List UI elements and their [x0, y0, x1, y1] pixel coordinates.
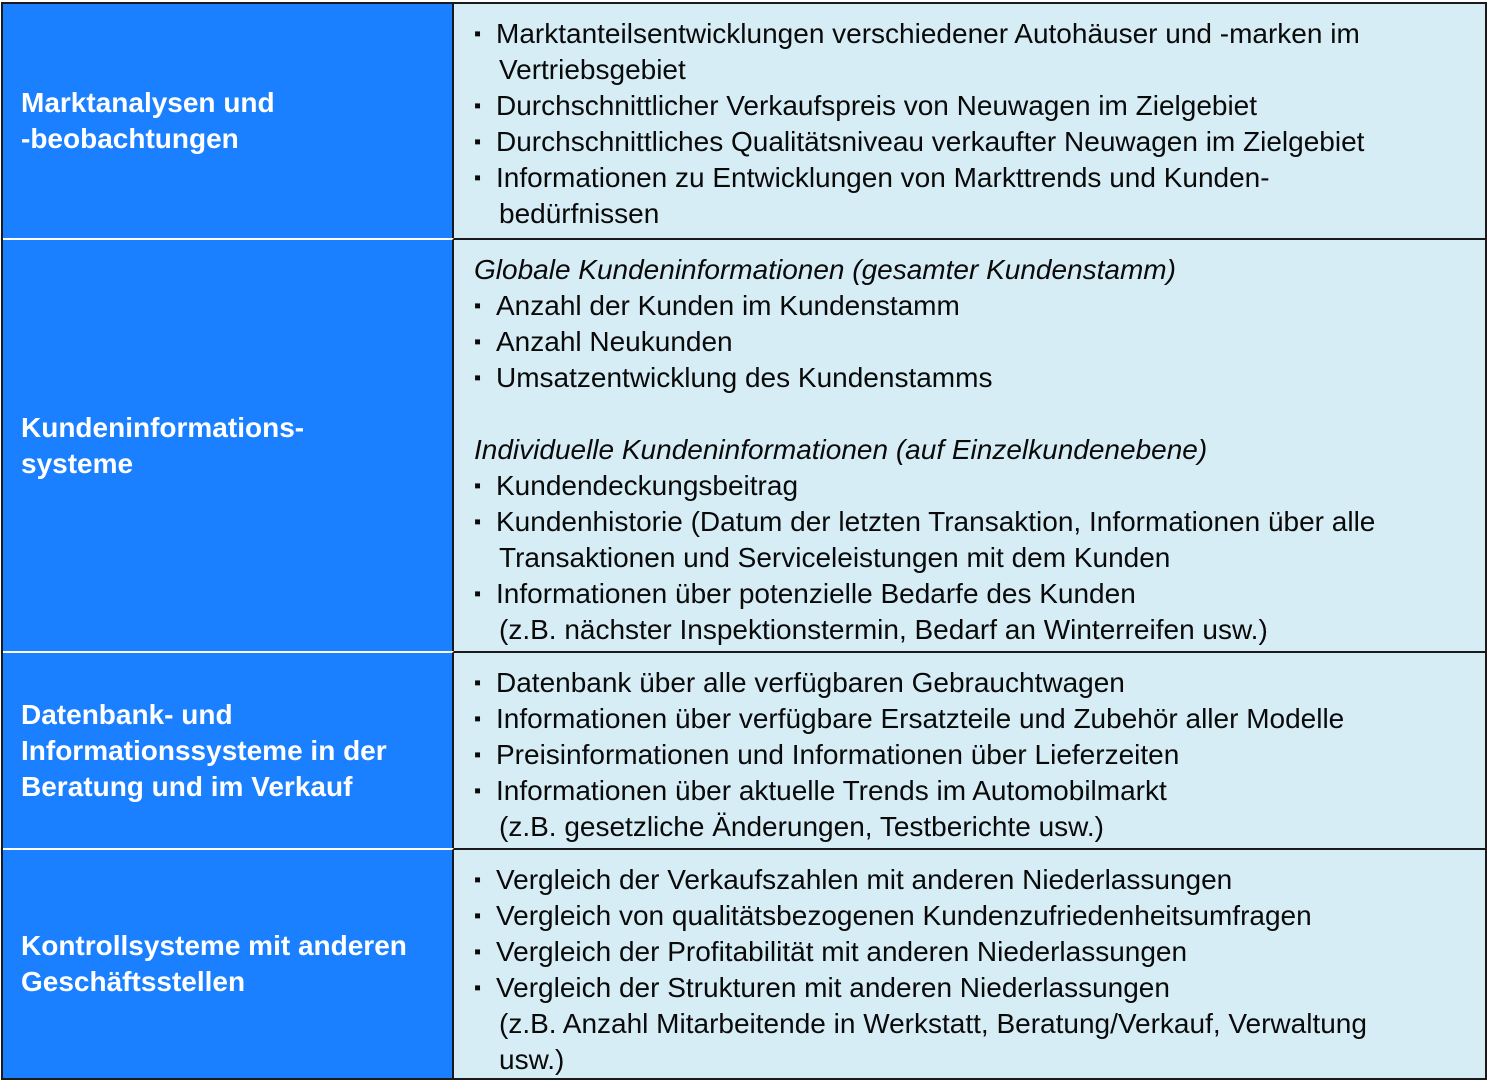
bullet-icon: ▪	[474, 941, 482, 963]
bullet-icon: ▪	[474, 167, 482, 189]
bullet-icon: ▪	[474, 95, 482, 117]
list-item-continuation: (z.B. nächster Inspektionstermin, Bedarf an Winterreifen usw.)	[499, 614, 1268, 645]
list-item-text: Kundendeckungsbeitrag	[496, 470, 799, 501]
list-item	[474, 160, 1475, 196]
bullet-icon: ▪	[474, 905, 482, 927]
bullet-icon: ▪	[474, 23, 482, 45]
bullet-icon: ▪	[474, 511, 482, 533]
label-line: -beobachtungen	[21, 123, 239, 154]
list-item-text: Datenbank über alle verfügbaren Gebrauchtwagen	[496, 667, 1125, 698]
list-item	[474, 701, 1475, 737]
list-item	[474, 324, 1475, 360]
list-item-continuation: usw.)	[499, 1044, 565, 1075]
list-item-text: Marktanteilsentwicklungen verschiedener Autohäuser und -marken im	[496, 18, 1360, 49]
list-item-text: Kundenhistorie (Datum der letzten Transaktion, Informationen über alle	[496, 506, 1376, 537]
label-line: Kundeninformations-	[21, 411, 305, 443]
list-item-text: Informationen über verfügbare Ersatzteile und Zubehör aller Modelle	[496, 703, 1345, 734]
list-item-text: Vergleich der Verkaufszahlen mit anderen Niederlassungen	[496, 864, 1233, 895]
label-line: Marktanalysen und	[21, 87, 275, 118]
list-item-continuation: bedürfnissen	[499, 198, 660, 229]
label-line: Geschäftsstellen	[21, 966, 246, 997]
list-item	[474, 773, 1475, 809]
list-item-text: Durchschnittlicher Verkaufspreis von Neuwagen im Zielgebiet	[496, 90, 1258, 121]
list-item-text: Informationen über aktuelle Trends im Automobilmarkt	[496, 775, 1167, 806]
row-content-kundeninformationssysteme	[454, 238, 1485, 651]
list-item-text: Preisinformationen und Informationen über Lieferzeiten	[496, 739, 1180, 770]
group-heading-individual: Individuelle Kundeninformationen (auf Einzelkundenebene)	[474, 434, 1208, 465]
row-label-kontrollsysteme	[3, 848, 454, 1078]
list-item	[474, 934, 1475, 970]
bullet-icon: ▪	[474, 708, 482, 730]
bullet-icon: ▪	[474, 977, 482, 999]
list-item-text: Anzahl Neukunden	[496, 326, 733, 357]
group-heading-global: Globale Kundeninformationen (gesamter Kundenstamm)	[474, 254, 1176, 285]
row-content-datenbank	[454, 651, 1485, 848]
list-item	[474, 288, 1475, 324]
bullet-icon: ▪	[474, 475, 482, 497]
row-label-kundeninformationssysteme	[3, 238, 454, 651]
bullet-icon: ▪	[474, 744, 482, 766]
row-content-marktanalysen	[454, 4, 1485, 238]
list-item-continuation: (z.B. Anzahl Mitarbeitende in Werkstatt, Beratung/Verkauf, Verwaltung	[499, 1008, 1367, 1039]
row-label-marktanalysen	[3, 4, 454, 238]
list-item-text: Umsatzentwicklung des Kundenstamms	[496, 362, 993, 393]
list-item	[474, 862, 1475, 898]
list-item	[474, 898, 1475, 934]
row-content-kontrollsysteme	[454, 848, 1485, 1078]
label-line: systeme	[21, 447, 134, 479]
list-item-text: Vergleich der Profitabilität mit anderen Niederlassungen	[496, 936, 1188, 967]
bullet-icon: ▪	[474, 367, 482, 389]
list-item-text: Vergleich der Strukturen mit anderen Niederlassungen	[496, 972, 1170, 1003]
list-item-continuation: Transaktionen und Serviceleistungen mit dem Kunden	[499, 542, 1171, 573]
list-item	[474, 88, 1475, 124]
list-item-text: Anzahl der Kunden im Kundenstamm	[496, 290, 960, 321]
label-line: Kontrollsysteme mit anderen	[21, 930, 407, 961]
list-item	[474, 504, 1475, 540]
list-item-text: Informationen zu Entwicklungen von Markttrends und Kunden-	[496, 162, 1270, 193]
row-label-datenbank	[3, 651, 454, 848]
list-item-text: Informationen über potenzielle Bedarfe des Kunden	[496, 578, 1136, 609]
bullet-icon: ▪	[474, 131, 482, 153]
group-spacer	[474, 396, 1475, 432]
bullet-icon: ▪	[474, 295, 482, 317]
info-systems-table	[1, 2, 1487, 1080]
list-item	[474, 124, 1475, 160]
list-item	[474, 16, 1475, 52]
list-item	[474, 360, 1475, 396]
list-item-continuation: Vertriebsgebiet	[499, 54, 686, 85]
list-item	[474, 468, 1475, 504]
list-item	[474, 970, 1475, 1006]
bullet-icon: ▪	[474, 331, 482, 353]
bullet-icon: ▪	[474, 672, 482, 694]
list-item	[474, 737, 1475, 773]
bullet-icon: ▪	[474, 780, 482, 802]
label-line: Informationssysteme in der	[21, 734, 387, 766]
bullet-icon: ▪	[474, 583, 482, 605]
list-item-continuation: (z.B. gesetzliche Änderungen, Testberichte usw.)	[499, 811, 1104, 842]
list-item-text: Vergleich von qualitätsbezogenen Kundenzufriedenheitsumfragen	[496, 900, 1312, 931]
list-item-text: Durchschnittliches Qualitätsniveau verkaufter Neuwagen im Zielgebiet	[496, 126, 1365, 157]
label-line: Datenbank- und	[21, 698, 233, 730]
list-item	[474, 576, 1475, 612]
list-item	[474, 665, 1475, 701]
label-line: Beratung und im Verkauf	[21, 770, 353, 802]
bullet-icon: ▪	[474, 869, 482, 891]
